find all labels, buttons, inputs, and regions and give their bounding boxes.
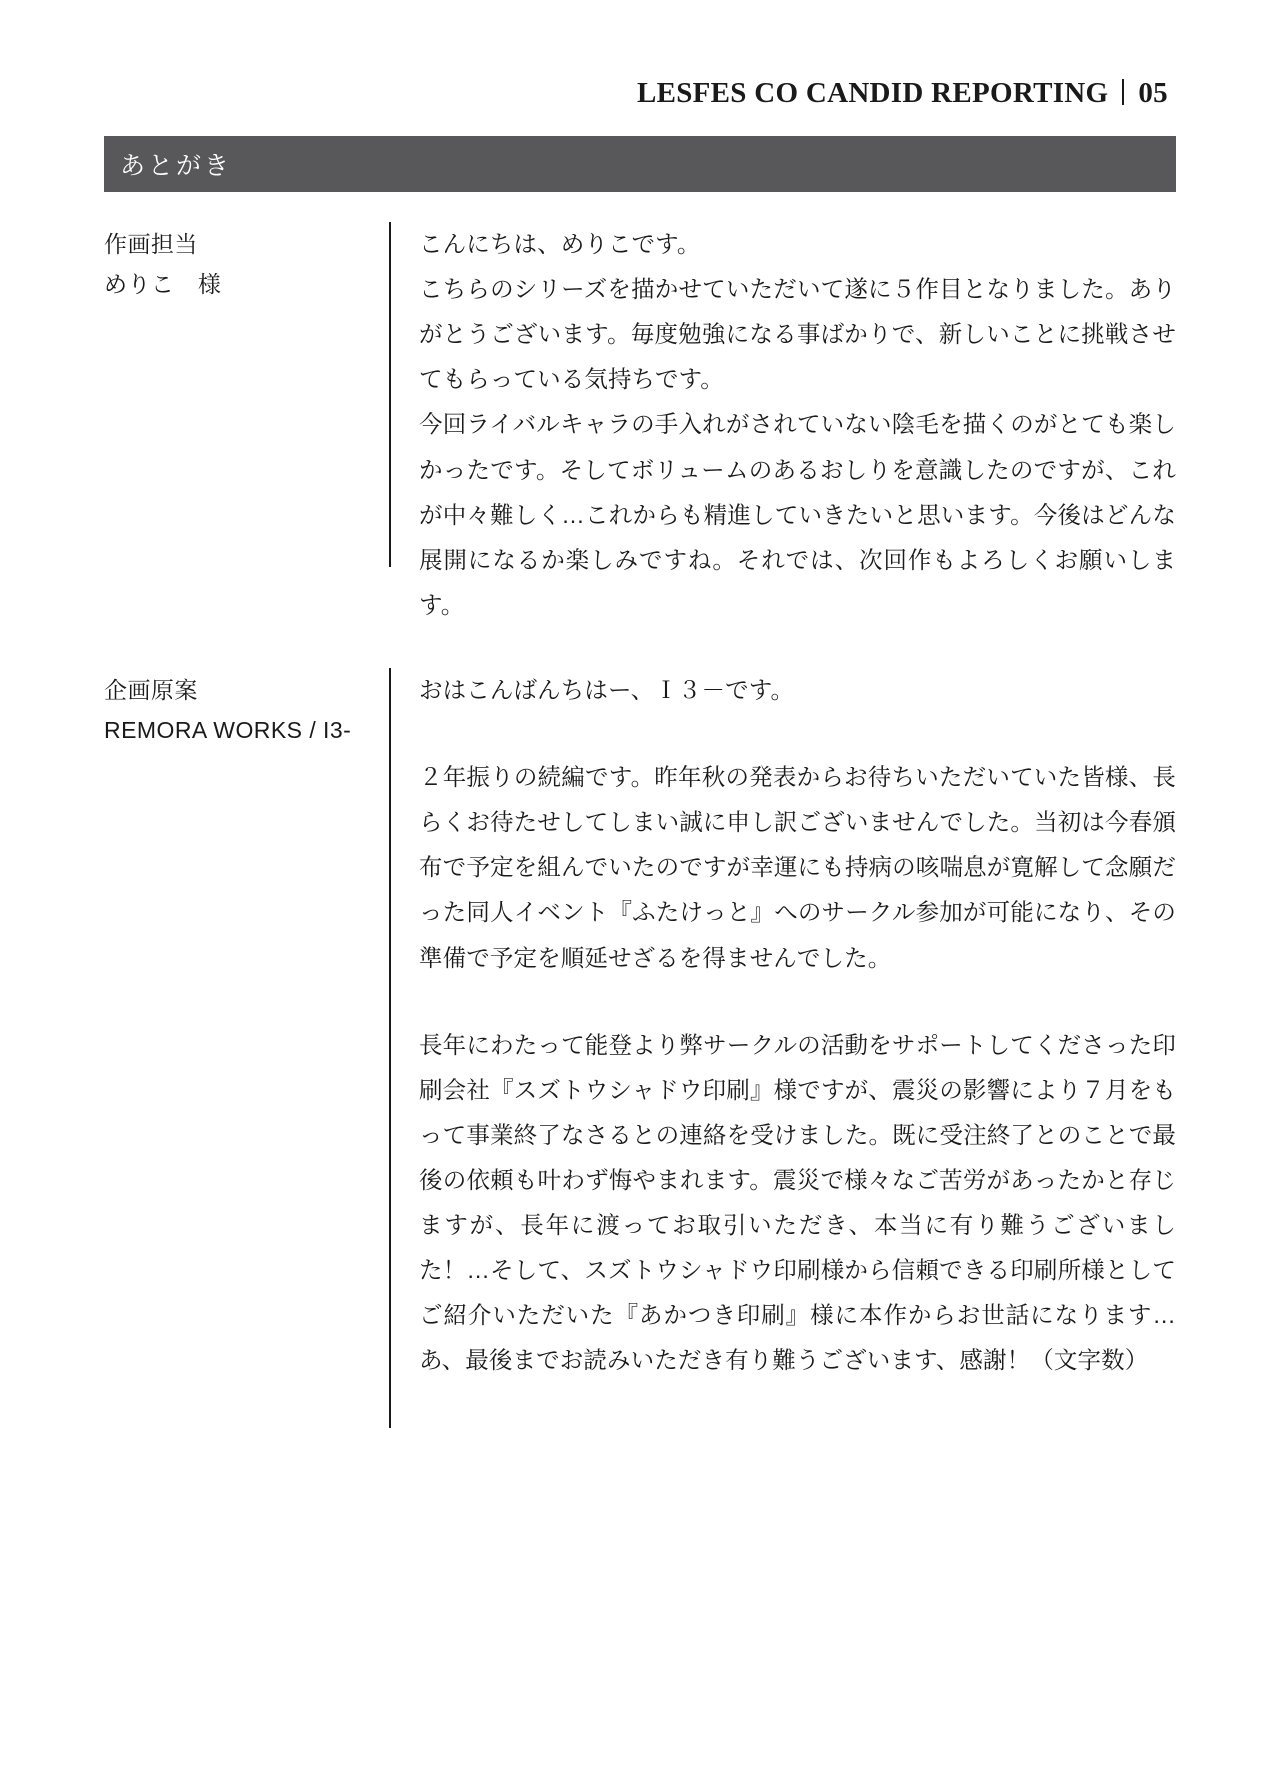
running-title: LESFES CO CANDID REPORTING [636, 77, 1109, 109]
body-paragraph: こんにちは、めりこです。 [419, 231, 701, 257]
contributor-credit [104, 222, 389, 305]
contributor-credit [104, 668, 389, 751]
afterword-body [391, 222, 1176, 628]
afterword-entry [104, 222, 1176, 628]
contributor-role: 企画原案 [104, 677, 198, 703]
afterword-entry [104, 668, 1176, 1428]
body-paragraph: おはこんばんちはー、Ｉ３－です。 [419, 677, 795, 703]
contributor-name: REMORA WORKS / I3- [104, 717, 352, 744]
contributor-name: めりこ 様 [104, 271, 222, 298]
body-paragraph: 今回ライバルキャラの手入れがされていない陰毛を描くのがとても楽しかったです。そしてボリュームのあるおしりを意識したのですが、これが中々難しく…これからも精進していきたいと思います。今後はどんな展開になるか楽しみですね。それでは、次回作もよろしくお願いします。 [419, 411, 1176, 618]
body-paragraph: こちらのシリーズを描かせていただいて遂に５作目となりました。ありがとうございます。毎度勉強になる事ばかりで、新しいことに挑戦させてもらっている気持ちです。 [419, 276, 1176, 393]
page-number: 05 [1138, 77, 1168, 109]
section-heading-bar [104, 136, 1176, 192]
body-paragraph: ２年振りの続編です。昨年秋の発表からお待ちいただいていた皆様、長らくお待たせしてしまい誠に申し訳ございませんでした。当初は今春頒布で予定を組んでいたのですが幸運にも持病の咳喘息が寛解して念願だった同人イベント『ふたけっと』へのサークル参加が可能になり、その準備で予定を順延せざるを得ませんでした。 [419, 764, 1176, 971]
contributor-role: 作画担当 [104, 231, 198, 257]
header-divider [1122, 79, 1124, 105]
body-paragraph: 長年にわたって能登より弊サークルの活動をサポートしてくださった印刷会社『スズトウシャドウ印刷』様ですが、震災の影響により７月をもって事業終了なさるとの連絡を受けました。既に受注終了とのことで最後の依頼も叶わず悔やまれます。震災で様々なご苦労があったかと存じますが、長年に渡ってお取引いただき、本当に有り難うございました！…そして、スズトウシャドウ印刷様から信頼できる印刷所様としてご紹介いただいた『あかつき印刷』様に本作からお世話になります…あ、最後までお読みいただき有り難うございます、感謝！（文字数） [419, 1031, 1176, 1374]
afterword-body [391, 668, 1176, 1384]
running-head [637, 76, 1168, 110]
section-heading-label: あとがき [120, 152, 233, 180]
